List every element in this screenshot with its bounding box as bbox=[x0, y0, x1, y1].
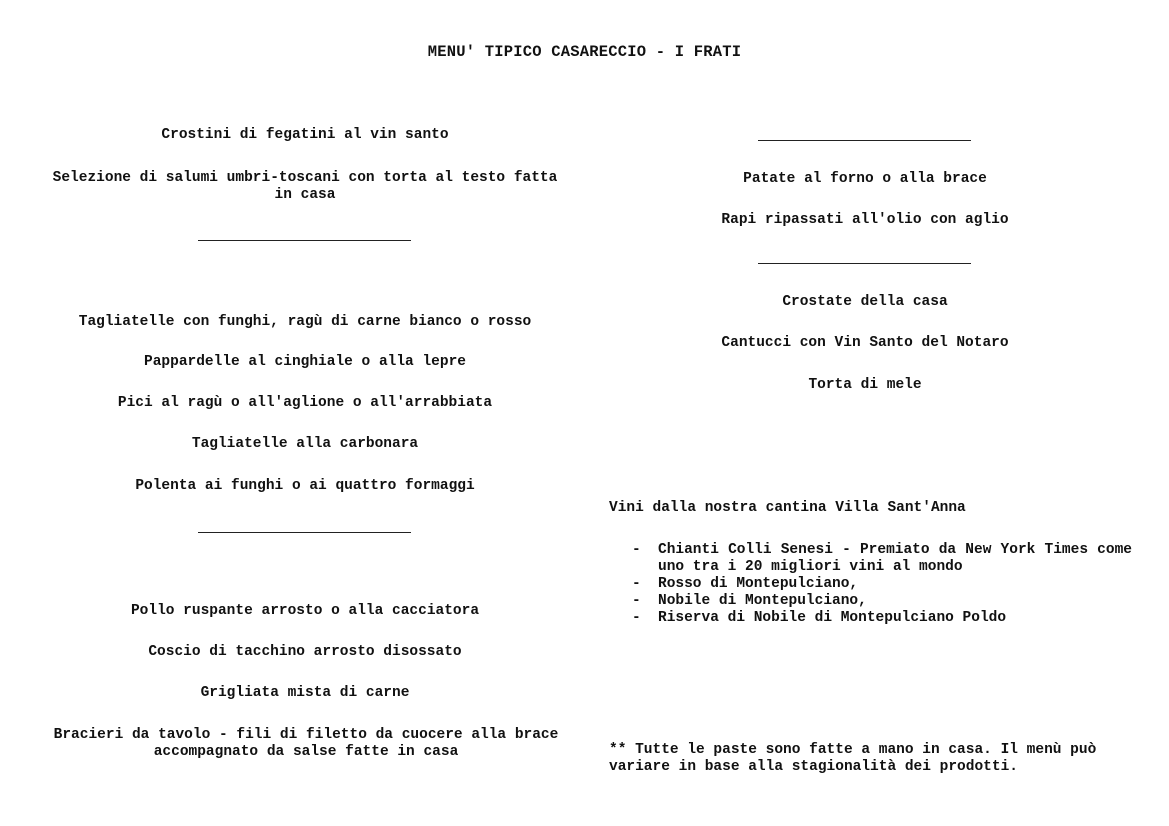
wine-item bbox=[632, 542, 1132, 576]
wine-name: Nobile di Montepulciano, bbox=[658, 593, 867, 609]
contorno-item: Patate al forno o alla brace bbox=[743, 171, 987, 187]
wine-name: Rosso di Montepulciano, bbox=[658, 576, 859, 592]
secondo-item: Pollo ruspante arrosto o alla cacciatora bbox=[130, 603, 480, 619]
wine-name: Chianti Colli Senesi - Premiato da New York Times come uno tra i 20 migliori vini al mondo bbox=[658, 542, 1132, 575]
primo-item: Tagliatelle alla carbonara bbox=[191, 436, 419, 452]
footnote: ** Tutte le paste sono fatte a mano in casa. Il menù può variare in base alla stagionalità dei prodotti. bbox=[609, 742, 1097, 775]
dolce-item: Cantucci con Vin Santo del Notaro bbox=[721, 335, 1009, 351]
contorno-item: Rapi ripassati all'olio con aglio bbox=[721, 212, 1009, 228]
section-divider bbox=[758, 263, 971, 264]
dolce-item: Crostate della casa bbox=[782, 294, 948, 310]
bullet-dash: - bbox=[632, 576, 641, 592]
section-divider bbox=[758, 140, 971, 141]
bullet-dash: - bbox=[632, 542, 641, 558]
wine-item bbox=[632, 610, 1132, 627]
wine-name: Riserva di Nobile di Montepulciano Poldo bbox=[658, 610, 1007, 626]
primo-item: Pici al ragù o all'aglione o all'arrabbiata bbox=[117, 395, 493, 411]
wine-list bbox=[632, 542, 1132, 627]
secondo-item: Bracieri da tavolo - fili di filetto da cuocere alla brace accompagnato da salse fatte in casa bbox=[53, 727, 559, 760]
dolce-item: Torta di mele bbox=[808, 377, 922, 393]
secondo-item: Grigliata mista di carne bbox=[200, 685, 410, 701]
section-divider bbox=[198, 240, 411, 241]
wine-item bbox=[632, 593, 1132, 610]
section-divider bbox=[198, 532, 411, 533]
primo-item: Polenta ai funghi o ai quattro formaggi bbox=[135, 478, 475, 494]
primo-item: Pappardelle al cinghiale o alla lepre bbox=[144, 354, 466, 370]
bullet-dash: - bbox=[632, 610, 641, 626]
wine-item bbox=[632, 576, 1132, 593]
primo-item: Tagliatelle con funghi, ragù di carne bianco o rosso bbox=[78, 314, 532, 330]
bullet-dash: - bbox=[632, 593, 641, 609]
wine-heading: Vini dalla nostra cantina Villa Sant'Anna bbox=[609, 500, 966, 516]
antipasto-item: Crostini di fegatini al vin santo bbox=[161, 127, 449, 143]
menu-title: MENU' TIPICO CASARECCIO - I FRATI bbox=[427, 43, 742, 61]
secondo-item: Coscio di tacchino arrosto disossato bbox=[148, 644, 462, 660]
antipasto-item: Selezione di salumi umbri-toscani con torta al testo fatta in casa bbox=[52, 170, 558, 203]
